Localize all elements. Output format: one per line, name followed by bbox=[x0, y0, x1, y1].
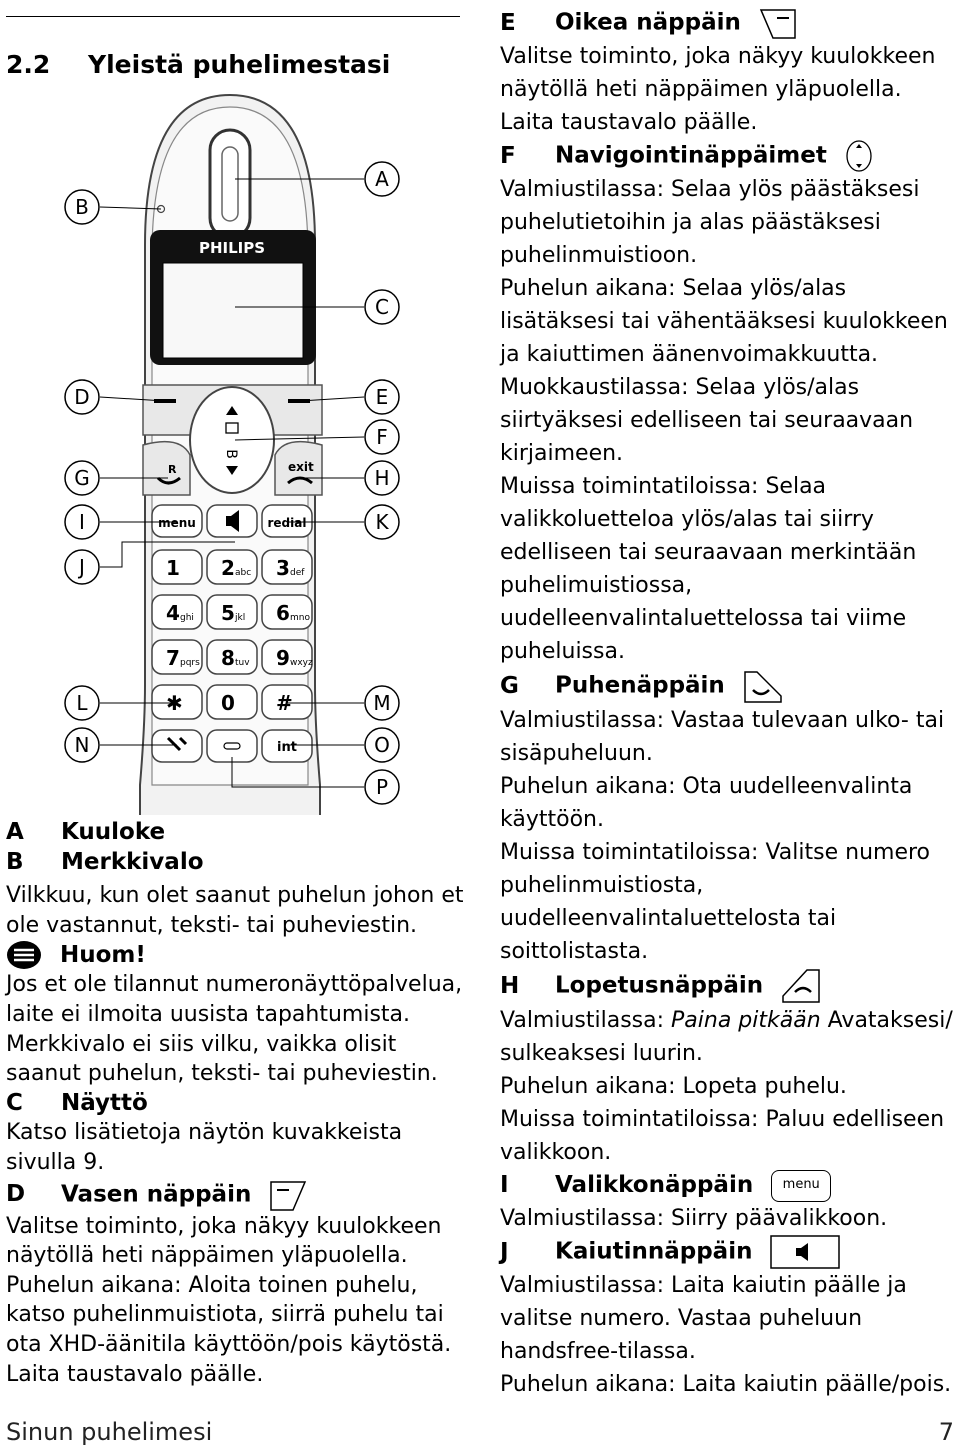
svg-text:G: G bbox=[74, 466, 90, 490]
d-text-1: Valitse toiminto, joka näkyy kuulokkeen näytöllä heti näppäimen yläpuolella. bbox=[6, 1213, 442, 1269]
svg-text:H: H bbox=[374, 466, 390, 490]
b-text: Vilkkuu, kun olet saanut puhelun johon et ole vastannut, teksti- tai puheviestin. bbox=[6, 883, 464, 938]
j-text-1: Valmiustilassa: Laita kaiutin päälle ja valitse numero. Vastaa puheluun handsfree-tilassa. bbox=[500, 1273, 907, 1364]
svg-text:C: C bbox=[375, 295, 389, 319]
g-text-3: Muissa toimintatiloissa: Valitse numero puhelinmuistiosta, uudelleenvalintaluettelosta tai soittolistasta. bbox=[500, 840, 930, 964]
svg-text:E: E bbox=[375, 385, 389, 409]
end-key-icon bbox=[781, 968, 821, 1004]
e-text-1: Valitse toiminto, joka näkyy kuulokkeen näytöllä heti näppäimen yläpuolella. bbox=[500, 44, 936, 102]
digit-key-3 bbox=[262, 550, 312, 584]
left-column bbox=[6, 818, 466, 1389]
svg-text:O: O bbox=[374, 733, 390, 757]
heading-h: H Lopetusnäppäin bbox=[500, 968, 955, 1004]
svg-text:exit: exit bbox=[288, 460, 314, 474]
section-title bbox=[6, 50, 390, 79]
svg-text:redial: redial bbox=[267, 516, 307, 530]
d-text-2: Puhelun aikana: Aloita toinen puhelu, katso puhelinmuistiota, siirrä puhelu tai ota XHD-äänitila käyttöön/pois käytöstä. bbox=[6, 1272, 452, 1357]
svg-text:K: K bbox=[375, 510, 389, 534]
heading-j: J Kaiutinnäppäin bbox=[500, 1235, 955, 1269]
menu-key-icon: menu bbox=[771, 1170, 831, 1202]
heading-d: D Vasen näppäin bbox=[6, 1178, 466, 1212]
section-number: 2.2 bbox=[6, 50, 51, 79]
svg-text:7: 7 bbox=[166, 646, 180, 670]
digit-key-4 bbox=[152, 595, 202, 629]
svg-text:0: 0 bbox=[221, 691, 235, 715]
svg-text:6: 6 bbox=[276, 601, 290, 625]
digit-key-6 bbox=[262, 595, 312, 629]
svg-text:I: I bbox=[79, 510, 85, 534]
svg-text:ghi: ghi bbox=[180, 613, 194, 623]
top-rule bbox=[6, 16, 460, 17]
svg-text:✱: ✱ bbox=[166, 691, 183, 715]
heading-g: G Puhenäppäin bbox=[500, 668, 955, 704]
svg-text:tuv: tuv bbox=[235, 658, 250, 668]
svg-text:P: P bbox=[375, 775, 389, 799]
svg-text:8: 8 bbox=[221, 646, 235, 670]
d-text-3: Laita taustavalo päälle. bbox=[6, 1361, 264, 1387]
digit-key-# bbox=[262, 685, 312, 719]
svg-text:N: N bbox=[74, 733, 90, 757]
svg-text:3: 3 bbox=[276, 556, 290, 580]
svg-text:mno: mno bbox=[290, 613, 310, 623]
svg-text:jkl: jkl bbox=[235, 613, 246, 623]
svg-text:#: # bbox=[276, 691, 293, 715]
h-text-2: Puhelun aikana: Lopeta puhelu. bbox=[500, 1074, 847, 1099]
nav-key bbox=[190, 387, 274, 493]
svg-text:def: def bbox=[290, 568, 305, 578]
g-text-1: Valmiustilassa: Vastaa tulevaan ulko- tai sisäpuheluun. bbox=[500, 708, 945, 766]
brand-logo: PHILIPS bbox=[198, 239, 266, 257]
digit-key-7 bbox=[152, 640, 202, 674]
heading-c: C Näyttö bbox=[6, 1089, 148, 1116]
i-text-1: Valmiustilassa: Siirry päävalikkoon. bbox=[500, 1206, 888, 1231]
svg-text:M: M bbox=[373, 691, 391, 715]
svg-text:A: A bbox=[375, 167, 389, 191]
digit-key-2 bbox=[207, 550, 257, 584]
earpiece bbox=[210, 130, 250, 238]
svg-text:int: int bbox=[277, 740, 297, 755]
svg-text:D: D bbox=[74, 385, 90, 409]
svg-text:F: F bbox=[376, 425, 388, 449]
right-softkey-icon bbox=[759, 6, 797, 40]
digit-key-1 bbox=[152, 550, 202, 584]
svg-text:menu: menu bbox=[158, 516, 196, 530]
talk-key-icon bbox=[743, 668, 783, 704]
right-column bbox=[500, 6, 955, 1401]
svg-text:L: L bbox=[76, 691, 88, 715]
left-softkey-icon bbox=[269, 1178, 307, 1212]
svg-text:pqrs: pqrs bbox=[180, 658, 200, 668]
f-text-3: Muokkaustilassa: Selaa ylös/alas siirtyäksesi edelliseen tai seuraavaan kirjaimeen. bbox=[500, 375, 914, 466]
f-text-1: Valmiustilassa: Selaa ylös päästäksesi puhelutietoihin ja alas päästäksesi puhelinmuistioon. bbox=[500, 177, 920, 268]
c-text: Katso lisätietoja näytön kuvakkeista sivulla 9. bbox=[6, 1120, 403, 1175]
display-screen bbox=[163, 263, 303, 358]
heading-i: I Valikkonäppäin menu bbox=[500, 1169, 955, 1202]
f-text-2: Puhelun aikana: Selaa ylös/alas lisätäksesi tai vähentääksesi kuulokkeen ja kaiuttimen äänenvoimakkuutta. bbox=[500, 276, 948, 367]
phone-illustration bbox=[40, 85, 420, 815]
heading-a: A Kuuloke bbox=[6, 819, 166, 845]
h-text-3: Muissa toimintatiloissa: Paluu edelliseen valikkoon. bbox=[500, 1107, 945, 1165]
svg-text:4: 4 bbox=[166, 601, 180, 625]
svg-text:5: 5 bbox=[221, 601, 235, 625]
note-heading: Huom! bbox=[6, 940, 466, 970]
digit-key-0 bbox=[207, 685, 257, 719]
digit-key-9 bbox=[262, 640, 313, 674]
j-text-2: Puhelun aikana: Laita kaiutin päälle/pois. bbox=[500, 1372, 952, 1397]
heading-b: B Merkkivalo bbox=[6, 848, 204, 875]
svg-text:J: J bbox=[79, 555, 85, 579]
digit-key-✱ bbox=[152, 685, 202, 719]
f-text-4: Muissa toimintatiloissa: Selaa valikkoluetteloa ylös/alas tai siirry edelliseen tai seuraavaan merkintään puhelimuistiossa, uudelleenvalintaluettelossa tai viime puheluissa. bbox=[500, 474, 917, 664]
svg-text:9: 9 bbox=[276, 646, 290, 670]
section-title-text: Yleistä puhelimestasi bbox=[88, 50, 391, 79]
svg-text:R: R bbox=[168, 463, 177, 476]
note-text-2: Merkkivalo ei siis vilku, vaikka olisit saanut puhelun, teksti- tai puheviestin. bbox=[6, 1031, 438, 1087]
heading-e: E Oikea näppäin bbox=[500, 6, 955, 40]
e-text-2: Laita taustavalo päälle. bbox=[500, 110, 758, 135]
note-text-1: Jos et ole tilannut numeronäyttöpalvelua, laite ei ilmoita uusista tapahtumista. bbox=[6, 972, 463, 1027]
svg-text:B: B bbox=[223, 449, 239, 459]
svg-text:2: 2 bbox=[221, 556, 235, 580]
h-text-1: Valmiustilassa: Paina pitkään Avataksesi/ sulkeaksesi luurin. bbox=[500, 1008, 953, 1066]
footer-title: Sinun puhelimesi bbox=[6, 1418, 213, 1446]
note-icon bbox=[6, 940, 42, 970]
digit-key-8 bbox=[207, 640, 257, 674]
svg-text:B: B bbox=[75, 195, 89, 219]
nav-key-icon bbox=[845, 139, 873, 173]
speaker-key-icon bbox=[770, 1235, 840, 1269]
digit-key-5 bbox=[207, 595, 257, 629]
heading-f: F Navigointinäppäimet bbox=[500, 139, 955, 173]
page-number: 7 bbox=[938, 1418, 954, 1446]
svg-text:wxyz: wxyz bbox=[290, 658, 313, 668]
svg-text:1: 1 bbox=[166, 556, 180, 580]
svg-text:abc: abc bbox=[235, 568, 252, 578]
g-text-2: Puhelun aikana: Ota uudelleenvalinta käyttöön. bbox=[500, 774, 913, 832]
